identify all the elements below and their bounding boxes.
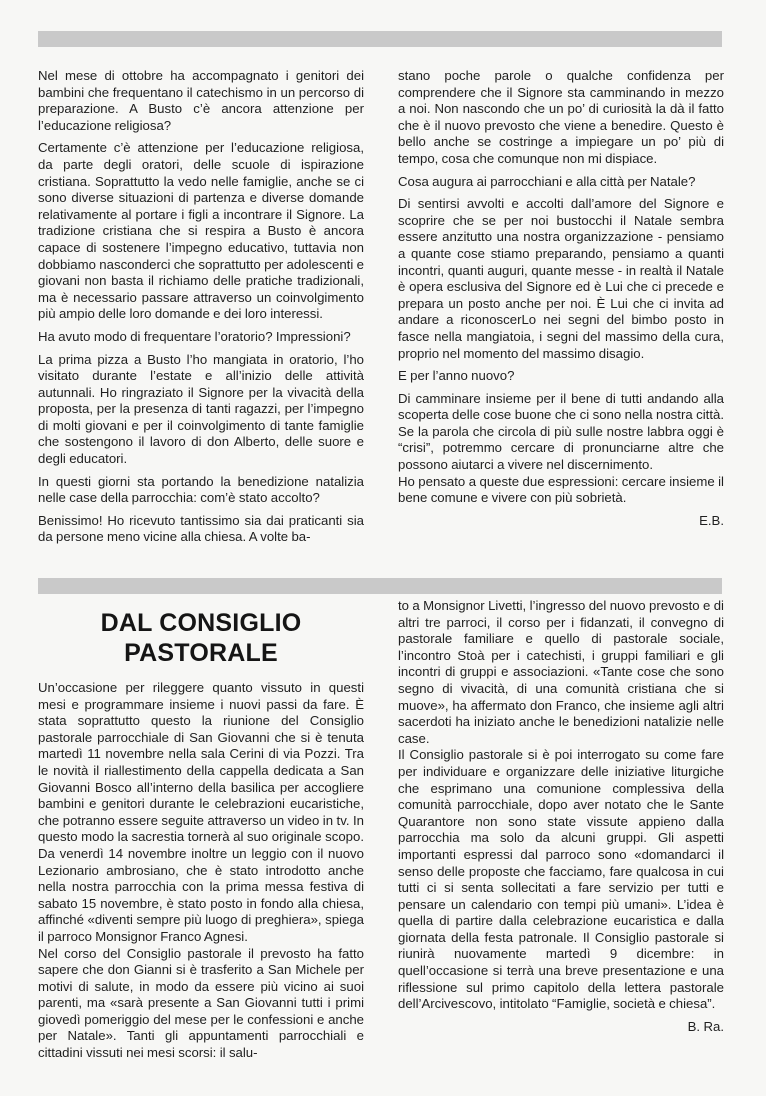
article-title-line: PASTORALE xyxy=(124,639,278,667)
article-title-line: DAL CONSIGLIO xyxy=(100,609,302,637)
interview-right-column xyxy=(398,68,724,529)
interview-answer: Di sentirsi avvolti e accolti dall’amore del Signore e scoprire che se per noi bustocchi il Natale sembra essere anzitutto una nostra organizzazione - pensiamo a quante cose stiamo preparando, pensiamo a quanti incontri, quanti auguri, quante messe - in realtà il Natale è opera esclusiva del Signore ed è Lui che ci precede e prepara un posto anche per noi. È Lui che ci invita ad andare a riconoscerLo nei segni del bimbo posto in fasce nella mangiatoia, i segni del massimo della cura, proprio nel momento del massimo disagio. xyxy=(398,196,724,361)
interview-answer: Di camminare insieme per il bene di tutti andando alla scoperta delle cose buone che ci sono nella nostra città. Se la parola che circola di più sulle nostre labbra oggi è “crisi”, potremmo cercare di pronunciarne altre che possono aiutarci a vivere nel discernimento. xyxy=(398,390,724,473)
council-right-column xyxy=(398,598,724,1035)
interview-signature: E.B. xyxy=(699,512,724,528)
interview-answer: Ho pensato a queste due espressioni: cercare insieme il bene comune e vivere con più sobrietà. xyxy=(398,473,724,506)
interview-question: Ha avuto modo di frequentare l’oratorio? Impressioni? xyxy=(38,328,351,344)
interview-question: Cosa augura ai parrocchiani e alla città per Natale? xyxy=(398,173,696,189)
interview-left-column xyxy=(38,68,364,552)
top-divider-bar xyxy=(38,31,722,47)
interview-answer: stano poche parole o qualche confidenza per comprendere che il Signore sta camminando in mezzo a noi. Non nascondo che un po’ di curiosità la dà il fatto che è il nuovo prevosto che viene a benedire. Questo è bello anche se costringe a impiegare un po’ più di tempo, cosa che comunque non mi dispiace. xyxy=(398,68,724,166)
interview-question: E per l’anno nuovo? xyxy=(398,368,515,384)
article-title xyxy=(38,608,364,668)
council-left-column xyxy=(38,680,364,1068)
section-divider-bar xyxy=(38,578,722,594)
council-paragraph: Un’occasione per rileggere quanto vissuto in questi mesi e programmare insieme i nuovi passi da fare. È stata soprattutto questo la riunione del Consiglio pastorale parrocchiale di San Giovanni che si è tenuta martedì 11 novembre nella sala Cerini di via Pozzi. Tra le novità il riallestimento della cappella dedicata a San Giovanni Bosco all’interno della basilica per accogliere bambini e genitori durante le celebrazioni eucaristiche, che potranno essere seguite attraverso un video in tv. In questo modo la sacrestia tornerà al suo originale scopo. Da venerdì 14 novembre inoltre un leggio con il nuovo Lezionario ambrosiano, che è stato introdotto anche nella nostra parrocchia con la prima messa festiva di sabato 15 novembre, è stato posto in fondo alla chiesa, affinché «diventi sempre più luogo di preghiera», spiega il parroco Monsignor Franco Agnesi. xyxy=(38,680,364,944)
council-signature: B. Ra. xyxy=(687,1018,724,1034)
interview-question: Nel mese di ottobre ha accompagnato i genitori dei bambini che frequentano il catechismo in un percorso di preparazione. A Busto c’è ancora attenzione per l’educazione religiosa? xyxy=(38,68,364,133)
council-paragraph: Nel corso del Consiglio pastorale il prevosto ha fatto sapere che don Gianni si è trasferito a San Michele per motivi di salute, in modo da essere più vicino ai suoi parenti, ma «sarà presente a San Giovanni tutti i primi giovedì pomeriggio del mese per le confessioni e anche per Natale». Tanti gli appuntamenti parrocchiali e cittadini vissuti nei mesi scorsi: il salu- xyxy=(38,945,364,1061)
interview-answer: La prima pizza a Busto l’ho mangiata in oratorio, l’ho visitato durante l’estate e all’inizio delle attività autunnali. Ho ringraziato il Signore per la vivacità della proposta, per la presenza di tanti ragazzi, per l’impegno di molti giovani e per il coinvolgimento di tante famiglie che sostengono il lavoro di don Alberto, delle suore e degli educatori. xyxy=(38,351,364,467)
council-paragraph: to a Monsignor Livetti, l’ingresso del nuovo prevosto e di altri tre parroci, il corso per i fidanzati, il convegno di pastorale familiare e quello di pastorale sociale, l’incontro Stoà per i catechisti, i gruppi familiari e gli incontri di gruppi e associazioni. «Tante cose che sono segno di vivacità, di una comunità cristiana che si muove», ha affermato don Franco, che insieme agli altri sacerdoti ha iniziato anche le benedizioni natalizie nelle case. xyxy=(398,598,724,746)
interview-answer: Benissimo! Ho ricevuto tantissimo sia dai praticanti sia da persone meno vicine alla chiesa. A volte ba- xyxy=(38,512,364,545)
interview-question: In questi giorni sta portando la benedizione natalizia nelle case della parrocchia: com’è stato accolto? xyxy=(38,473,364,506)
council-paragraph: Il Consiglio pastorale si è poi interrogato su come fare per individuare e organizzare delle iniziative liturgiche che esprimano una comunione complessiva della comunità parrocchiale, dopo aver notato che le Sante Quarantore non sono state vissute appieno dalla parrocchia ma solo da alcuni gruppi. Gli aspetti importanti espressi dal parroco sono «domandarci il senso delle proposte che facciamo, fare qualcosa in cui tutti ci si senta sollecitati a fare servizio per tutti e pensare un calendario con tempi più umani». L’idea è quella di partire dalla celebrazione eucaristica e dalla giornata della festa patronale. Il Consiglio pastorale si riunirà nuovamente martedì 9 dicembre: in quell’occasione si terrà una breve presentazione e una riflessione sul primo capitolo della lettera pastorale dell’Arcivescovo, intitolato “Famiglie, società e chiesa”. xyxy=(398,747,724,1012)
interview-answer: Certamente c’è attenzione per l’educazione religiosa, da parte degli oratori, delle scuole di ispirazione cristiana. Soprattutto la vedo nelle famiglie, anche se ci sono diverse situazioni di partenza e diverse domande relativamente al portare i figli a incontrare il Signore. La tradizione cristiana che si respira a Busto è ancora capace di sostenere l’impegno educativo, tuttavia non dobbiamo nasconderci che soprattutto per adolescenti e giovani non basta il richiamo delle pratiche tradizionali, ma è necessario passare attraverso un coinvolgimento più ampio delle loro domande e dei loro interessi. xyxy=(38,140,364,322)
